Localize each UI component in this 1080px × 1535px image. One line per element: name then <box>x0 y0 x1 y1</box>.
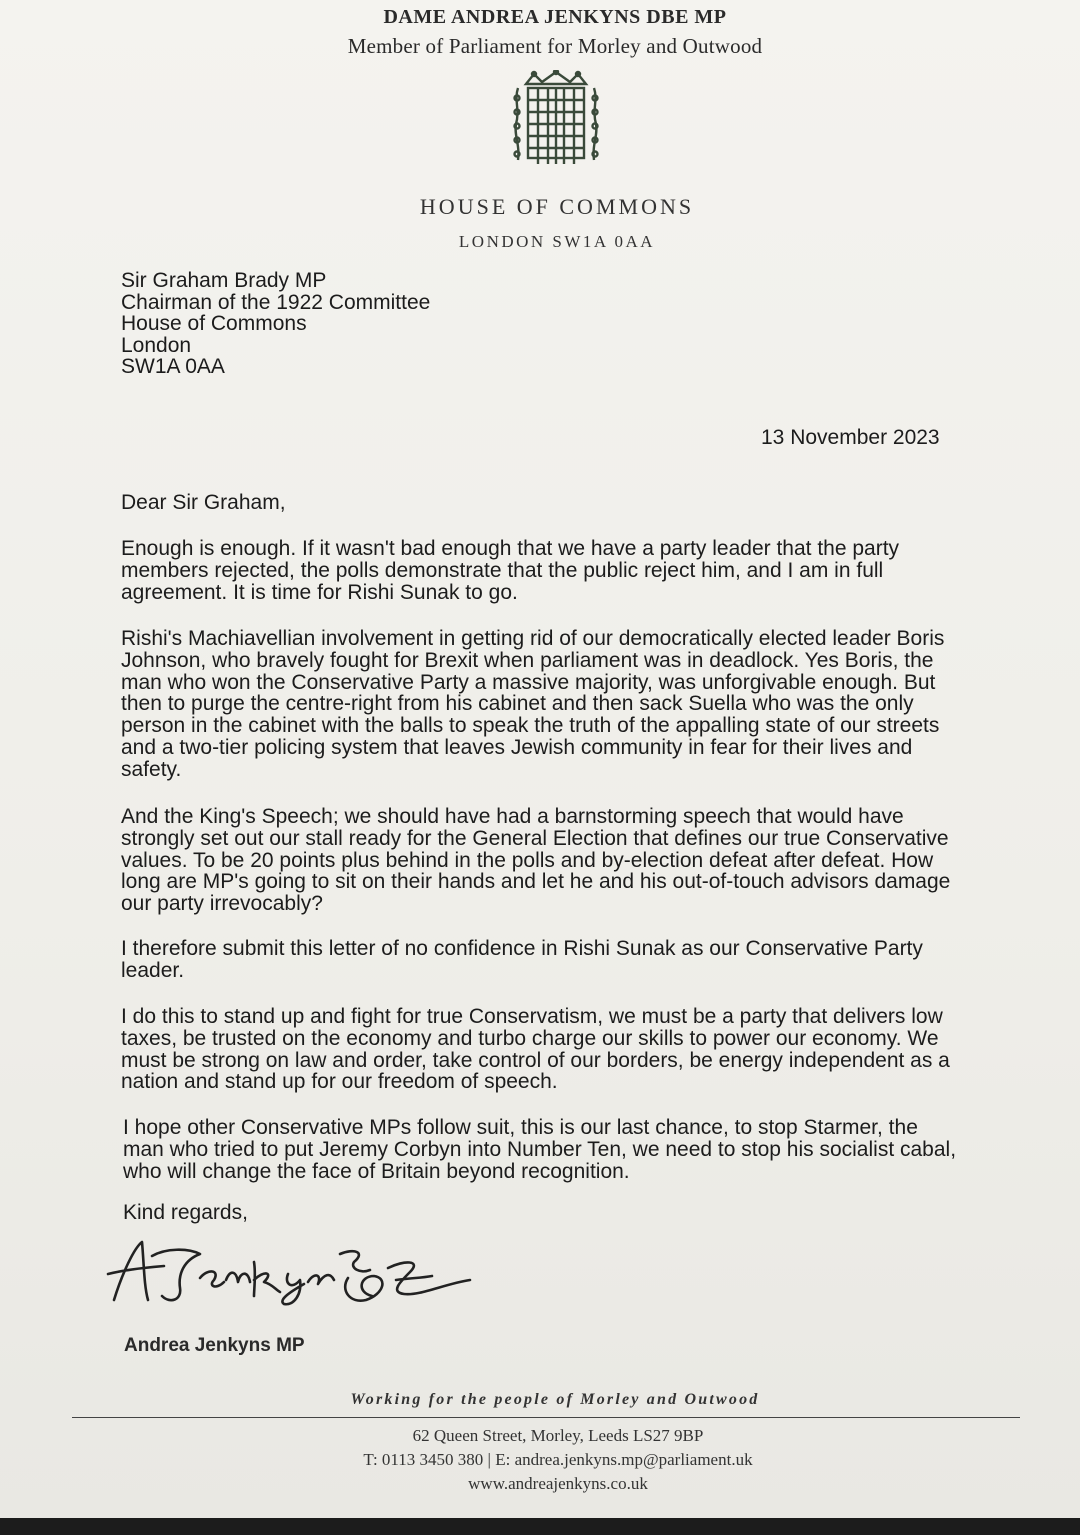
recipient-line: Sir Graham Brady MP <box>121 269 327 292</box>
footer-divider <box>72 1417 1020 1418</box>
handwritten-signature <box>104 1234 474 1310</box>
footer-tagline: Working for the people of Morley and Outwood <box>350 1391 760 1408</box>
signer-name: Andrea Jenkyns MP <box>124 1335 305 1356</box>
recipient-address-block <box>121 270 430 378</box>
body-paragraph-1: Enough is enough. If it wasn't bad enough that we have a party leader that the party members rejected, the polls demonstrate that the public reject him, and I am in full agreement. It is time for Rishi Sunak to go. <box>121 537 900 604</box>
recipient-line: London <box>121 333 192 357</box>
house-of-commons-title: HOUSE OF COMMONS <box>419 194 695 219</box>
letter-date: 13 November 2023 <box>761 426 940 449</box>
footer-contact: T: 0113 3450 380 | E: andrea.jenkyns.mp@parliament.uk <box>363 1450 753 1469</box>
footer-website: www.andreajenkyns.co.uk <box>468 1474 648 1493</box>
body-paragraph-6: I hope other Conservative MPs follow suit, this is our last chance, to stop Starmer, the man who tried to put Jeremy Corbyn into Number Ten, we need to stop his socialist cabal, who will change the face of Britain beyond recognition. <box>123 1116 957 1183</box>
recipient-line: House of Commons <box>121 312 307 336</box>
salutation: Dear Sir Graham, <box>121 491 286 514</box>
body-paragraph-4: I therefore submit this letter of no confidence in Rishi Sunak as our Conservative Party leader. <box>121 937 923 982</box>
recipient-line: SW1A 0AA <box>121 355 225 379</box>
letterhead-subtitle: Member of Parliament for Morley and Outwood <box>347 34 763 58</box>
closing: Kind regards, <box>123 1201 248 1224</box>
footer-address: 62 Queen Street, Morley, Leeds LS27 9BP <box>412 1426 704 1445</box>
letterhead-name: DAME ANDREA JENKYNS DBE MP <box>383 6 727 28</box>
house-of-commons-portcullis-icon <box>512 70 600 168</box>
body-paragraph-3: And the King's Speech; we should have had a barnstorming speech that would have strongly set out our stall ready for the General Election that defines our true Conservative values. To be 20 points plus behind in the polls and by-election defeat after defeat. How long are MP's going to sit on their hands and let he and his out-of-touch advisors damage our party irrevocably? <box>121 805 951 916</box>
body-paragraph-5: I do this to stand up and fight for true Conservatism, we must be a party that delivers low taxes, be trusted on the economy and turbo charge our skills to power our economy. We must be strong on law and order, take control of our borders, be energy independent as a nation and stand up for our freedom of speech. <box>121 1005 950 1094</box>
body-paragraph-2: Rishi's Machiavellian involvement in getting rid of our democratically elected leader Boris Johnson, who bravely fought for Brexit when parliament was in deadlock. Yes Boris, the man who won the Conservative Party a massive majority, was unforgivable enough. But then to purge the centre-right from his cabinet and then sack Suella who was the only person in the cabinet with the balls to speak the truth of the appalling state of our streets and a two-tier policing system that leaves Jewish community in fear for their lives and safety. <box>121 627 945 781</box>
photo-bottom-edge <box>0 1518 1080 1535</box>
recipient-line: Chairman of the 1922 Committee <box>121 290 431 314</box>
house-of-commons-address: LONDON SW1A 0AA <box>458 232 656 251</box>
